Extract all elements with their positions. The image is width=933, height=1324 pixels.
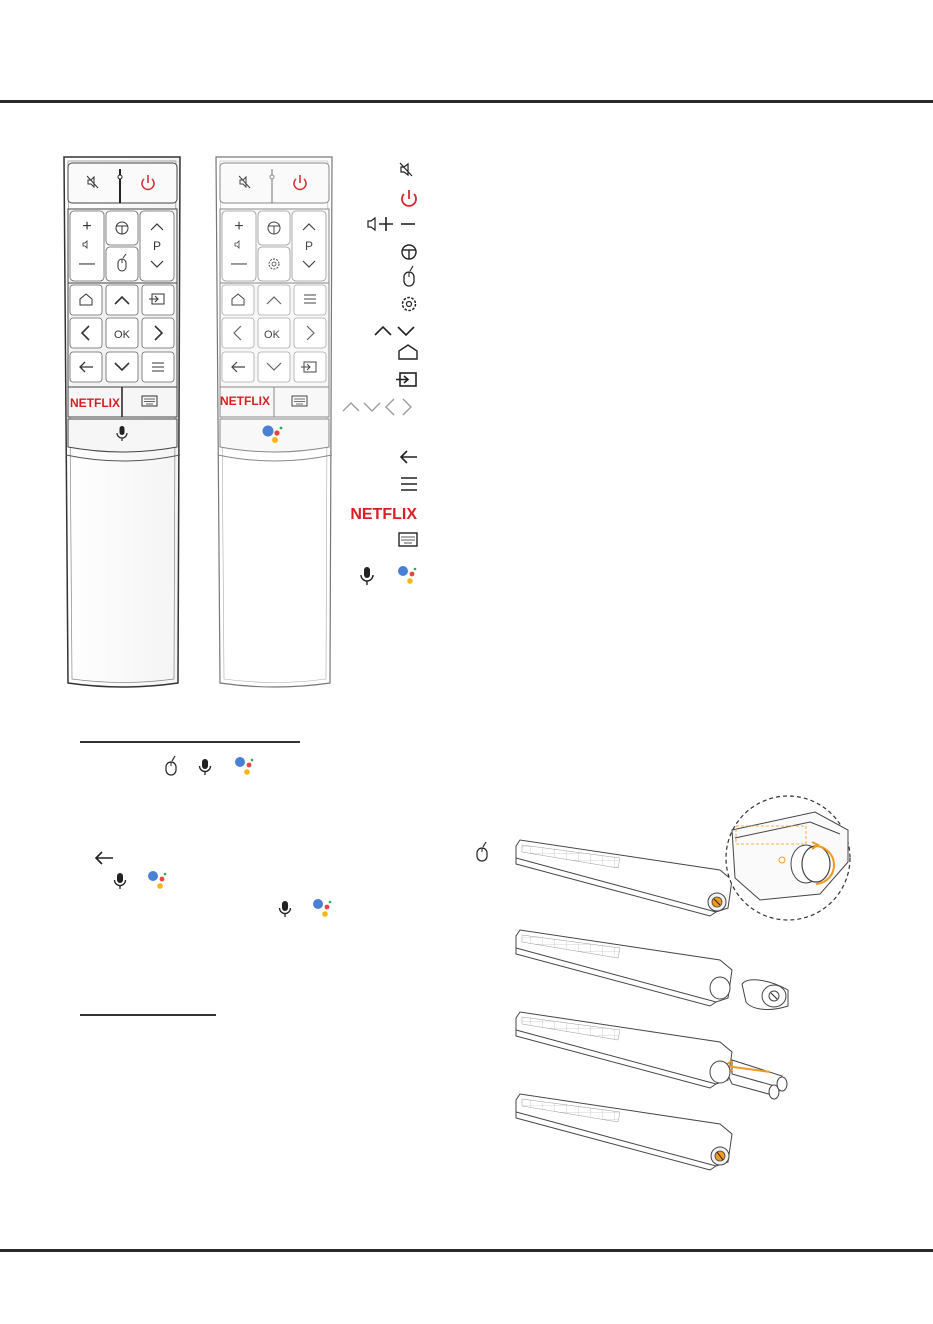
mouse-icon — [477, 842, 487, 861]
up-down-icon — [375, 327, 414, 335]
remote-step-2 — [516, 930, 788, 1009]
p-label: P — [152, 239, 162, 253]
microphone-icon — [280, 901, 291, 917]
menu-icon — [401, 478, 417, 490]
mouse-icon — [166, 756, 176, 775]
p-label: P — [304, 239, 314, 253]
microphone-icon — [115, 873, 126, 889]
battery-installation-illustration — [470, 790, 900, 1190]
svg-text:—: — — [79, 255, 95, 272]
remote-control-left — [60, 155, 186, 689]
keyboard-icon — [399, 533, 417, 546]
footer-rule — [0, 1249, 933, 1252]
google-assistant-icon — [235, 757, 253, 775]
battery-cap-closeup — [726, 796, 850, 920]
microphone-icon — [361, 567, 373, 585]
home-icon — [399, 345, 417, 359]
remote-step-4 — [516, 1094, 732, 1170]
inline-back-icon — [93, 849, 115, 867]
svg-text:+: + — [82, 218, 92, 235]
ok-button[interactable]: OK — [264, 329, 280, 341]
ok-button[interactable]: OK — [114, 329, 130, 341]
inline-icons-row-1 — [160, 752, 260, 782]
header-rule — [0, 100, 933, 103]
mute-icon — [400, 163, 412, 176]
section-heading-underline — [80, 741, 300, 743]
google-assistant-icon — [148, 871, 166, 889]
netflix-button[interactable]: NETFLIX — [70, 396, 120, 410]
netflix-legend: NETFLIX — [350, 506, 417, 523]
microphone-icon — [200, 759, 211, 775]
google-assistant-icon — [398, 566, 416, 584]
netflix-button[interactable]: NETFLIX — [220, 394, 270, 408]
inline-icons-row-3 — [275, 896, 355, 922]
back-icon — [401, 451, 417, 463]
tcl-logo-icon — [402, 245, 416, 259]
google-assistant-icon — [313, 899, 331, 917]
power-icon — [402, 190, 416, 206]
remote-control-right — [212, 155, 338, 689]
svg-text:+: + — [234, 218, 244, 235]
section-heading-underline-2 — [80, 1014, 216, 1016]
mouse-icon — [404, 266, 414, 286]
svg-text:—: — — [231, 255, 247, 272]
volume-icon — [368, 217, 415, 231]
button-legend — [338, 155, 428, 595]
source-icon — [396, 373, 416, 386]
navigation-icon — [343, 399, 411, 415]
remote-step-1 — [516, 840, 732, 916]
remote-step-3 — [516, 1012, 787, 1099]
inline-icons-row-2 — [110, 868, 190, 894]
settings-icon — [403, 298, 416, 311]
